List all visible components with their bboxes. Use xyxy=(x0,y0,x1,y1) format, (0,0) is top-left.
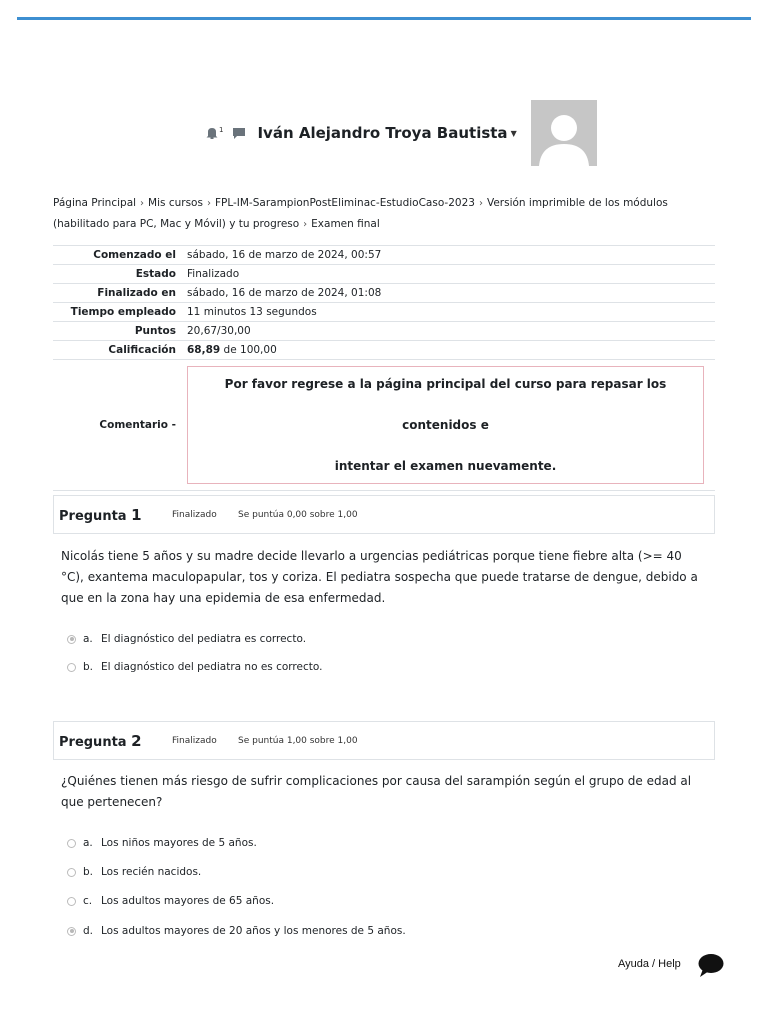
default-user-avatar-icon xyxy=(531,100,597,166)
question-number: 2 xyxy=(131,731,142,750)
summary-value xyxy=(183,360,715,491)
summary-label: Calificación xyxy=(53,341,183,360)
question-1-text: Nicolás tiene 5 años y su madre decide llevarlo a urgencias pediátricas porque tiene fiebre alta (>= 40 °C), exantema maculopapular, tos y coriza. El pediatra sospecha que puede tratarse de dengue, debido a que en la zona hay una epidemia de esa enfermedad. xyxy=(61,549,698,605)
question-grade: Se puntúa 0,00 sobre 1,00 xyxy=(238,509,358,520)
question-number: 1 xyxy=(131,505,142,524)
breadcrumb-home-link[interactable]: Página Principal xyxy=(53,197,137,209)
avatar[interactable] xyxy=(531,100,597,166)
radio-icon[interactable] xyxy=(67,868,76,877)
answer-text: Los adultos mayores de 65 años. xyxy=(101,895,275,907)
breadcrumb-separator-icon: › xyxy=(303,219,308,230)
summary-value: sábado, 16 de marzo de 2024, 01:08 xyxy=(183,284,715,303)
bell-icon[interactable] xyxy=(205,127,219,139)
notification-count: 1 xyxy=(219,126,224,134)
radio-icon[interactable] xyxy=(67,663,76,672)
radio-selected-icon[interactable] xyxy=(67,635,76,644)
grade-max: de 100,00 xyxy=(220,344,277,356)
feedback-comment-line: intentar el examen nuevamente. xyxy=(334,458,557,473)
answer-option[interactable] xyxy=(67,835,257,851)
summary-label: Puntos xyxy=(53,322,183,341)
question-2-header xyxy=(53,721,715,760)
summary-label: Comenzado el xyxy=(53,246,183,265)
feedback-comment-box xyxy=(187,366,704,484)
question-grade: Se puntúa 1,00 sobre 1,00 xyxy=(238,735,358,746)
attempt-summary-table xyxy=(53,245,715,491)
answer-letter: b. xyxy=(83,661,94,673)
answer-letter: b. xyxy=(83,866,94,878)
breadcrumb-separator-icon: › xyxy=(478,198,483,209)
answer-letter: a. xyxy=(83,633,93,645)
answer-option[interactable] xyxy=(67,631,306,647)
summary-value: Finalizado xyxy=(183,265,715,284)
breadcrumb-module-link[interactable]: Versión imprimible de los módulos (habilitado para PC, Mac y Móvil) y tu progreso xyxy=(53,197,668,230)
summary-label: Estado xyxy=(53,265,183,284)
answer-letter: c. xyxy=(83,895,93,907)
summary-row-points xyxy=(53,322,715,341)
answer-option[interactable] xyxy=(67,864,201,880)
answer-text: El diagnóstico del pediatra no es correcto. xyxy=(101,661,323,673)
summary-row-time xyxy=(53,303,715,322)
radio-selected-icon[interactable] xyxy=(67,927,76,936)
summary-row-finished xyxy=(53,284,715,303)
answer-letter: a. xyxy=(83,837,93,849)
question-state: Finalizado xyxy=(172,509,217,520)
question-title xyxy=(59,732,172,750)
speech-bubble-icon[interactable] xyxy=(233,128,245,139)
summary-value: 20,67/30,00 xyxy=(183,322,715,341)
question-label: Pregunta xyxy=(59,734,127,750)
question-1-header xyxy=(53,495,715,534)
summary-row-comment xyxy=(53,360,715,491)
breadcrumb-my-courses-link[interactable]: Mis cursos xyxy=(148,197,203,209)
help-link[interactable]: Ayuda / Help xyxy=(618,958,681,970)
answer-option[interactable] xyxy=(67,923,406,939)
chevron-down-icon[interactable]: ▼ xyxy=(510,128,517,138)
answer-option[interactable] xyxy=(67,659,322,675)
chat-bubble-icon[interactable] xyxy=(697,952,725,978)
radio-icon[interactable] xyxy=(67,897,76,906)
summary-label: Tiempo empleado xyxy=(53,303,183,322)
summary-row-grade xyxy=(53,341,715,360)
answer-option[interactable] xyxy=(67,893,274,909)
user-header xyxy=(205,100,597,166)
question-2-text: ¿Quiénes tienen más riesgo de sufrir complicaciones por causa del sarampión según el grupo de edad al que pertenecen? xyxy=(61,774,692,809)
answer-text: Los niños mayores de 5 años. xyxy=(101,837,257,849)
feedback-comment-line: Por favor regrese a la página principal del curso para repasar los contenidos e xyxy=(224,376,667,432)
summary-value: 11 minutos 13 segundos xyxy=(183,303,715,322)
breadcrumb xyxy=(53,193,718,235)
top-accent-bar xyxy=(17,17,751,20)
question-title xyxy=(59,506,172,524)
answer-text: El diagnóstico del pediatra es correcto. xyxy=(101,633,307,645)
grade-value: 68,89 xyxy=(187,344,221,356)
user-menu-name[interactable]: Iván Alejandro Troya Bautista xyxy=(257,124,508,142)
breadcrumb-separator-icon: › xyxy=(140,198,145,209)
summary-value xyxy=(183,341,715,360)
answer-letter: d. xyxy=(83,925,94,937)
breadcrumb-separator-icon: › xyxy=(206,198,211,209)
breadcrumb-course-link[interactable]: FPL-IM-SarampionPostEliminac-EstudioCaso-2023 xyxy=(214,197,475,209)
summary-row-state xyxy=(53,265,715,284)
summary-row-started xyxy=(53,246,715,265)
summary-label: Finalizado en xyxy=(53,284,183,303)
answer-text: Los adultos mayores de 20 años y los menores de 5 años. xyxy=(101,925,406,937)
breadcrumb-exam-link[interactable]: Examen final xyxy=(311,218,380,230)
radio-icon[interactable] xyxy=(67,839,76,848)
summary-label: Comentario - xyxy=(53,360,183,491)
answer-text: Los recién nacidos. xyxy=(101,866,202,878)
question-label: Pregunta xyxy=(59,508,127,524)
question-state: Finalizado xyxy=(172,735,217,746)
summary-value: sábado, 16 de marzo de 2024, 00:57 xyxy=(183,246,715,265)
